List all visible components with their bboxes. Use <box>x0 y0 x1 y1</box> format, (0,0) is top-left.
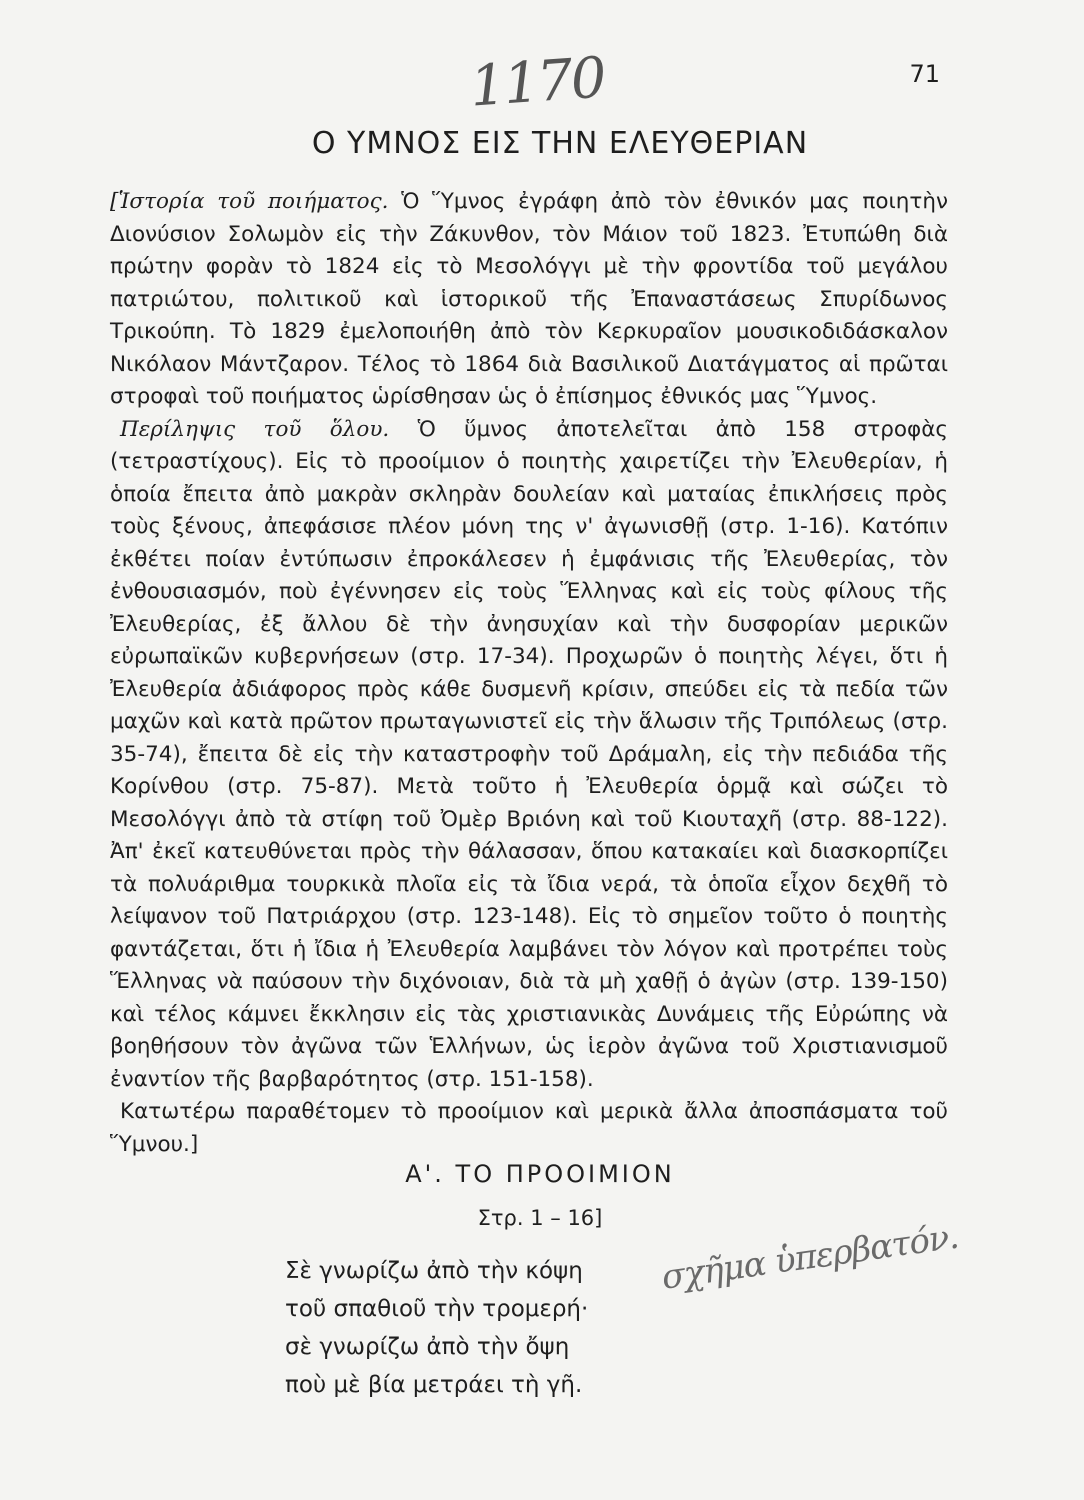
handwritten-number: 1170 <box>467 45 607 120</box>
body-text <box>110 186 948 1161</box>
section-subtitle: Στρ. 1 – 16] <box>477 1206 603 1230</box>
poem <box>285 1252 588 1404</box>
page-number: 71 <box>909 60 940 88</box>
summary-label: Περίληψις τοῦ ὅλου. <box>120 416 390 442</box>
history-label: [Ἱστορία τοῦ ποιήματος. <box>110 189 389 214</box>
history-text: Ὁ Ὕμνος ἐγράφη ἀπὸ τὸν ἐθνικόν μας ποιητὴν Διονύσιον Σολωμὸν εἰς τὴν Ζάκυνθον, τὸν Μάιον τοῦ 1823. Ἐτυπώθη διὰ πρώτην φορὰν τὸ 1824 εἰς τὸ Μεσολόγγι μὲ τὴν φροντίδα τοῦ μεγάλου πατριώτου, πολιτικοῦ καὶ ἱστορικοῦ τῆς Ἐπαναστάσεως Σπυρίδωνος Τρικούπη. Τὸ 1829 ἐμελοποιήθη ἀπὸ τὸν Κερκυραῖον μουσικοδιδάσκαλον Νικόλαον Μάντζαρον. Τέλος τὸ 1864 διὰ Βασιλικοῦ Διατάγματος αἱ πρῶται στροφαὶ τοῦ ποιήματος ὡρίσθησαν ὡς ὁ ἐπίσημος ἐθνικός μας Ὕμνος. <box>110 189 948 409</box>
poem-line: τοῦ σπαθιοῦ τὴν τρομερή· <box>285 1296 589 1322</box>
poem-line: Σὲ γνωρίζω ἀπὸ τὴν κόψη <box>285 1258 583 1284</box>
closing-paragraph: Κατωτέρω παραθέτομεν τὸ προοίμιον καὶ μερικὰ ἄλλα ἀποσπάσματα τοῦ Ὕμνου.] <box>110 1099 948 1157</box>
section-title: Α'. ΤΟ ΠΡΟΟΙΜΙΟΝ <box>405 1160 675 1188</box>
handwritten-margin-note: σχῆμα ὑπερβατόν. <box>659 1216 961 1298</box>
page-title: Ο ΥΜΝΟΣ ΕΙΣ ΤΗΝ ΕΛΕΥΘΕΡΙΑΝ <box>311 126 809 161</box>
summary-paragraph <box>110 414 948 1097</box>
history-paragraph <box>110 186 948 414</box>
poem-line: ποὺ μὲ βία μετράει τὴ γῆ. <box>285 1372 583 1398</box>
summary-text: Ὁ ὕμνος ἀποτελεῖται ἀπὸ 158 στροφὰς (τετραστίχους). Εἰς τὸ προοίμιον ὁ ποιητὴς χαιρετίζει τὴν Ἐλευθερίαν, ἡ ὁποία ἔπειτα ἀπὸ μακρὰν σκληρὰν δουλείαν καὶ ματαίας ἐπικλήσεις πρὸς τοὺς ξένους, ἀπεφάσισε πλέον μόνη της ν' ἀγωνισθῇ (στρ. 1-16). Κατόπιν ἐκθέτει ποίαν ἐντύπωσιν ἐπροκάλεσεν ἡ ἐμφάνισις τῆς Ἐλευθερίας, τὸν ἐνθουσιασμόν, ποὺ ἐγέννησεν εἰς τοὺς Ἕλληνας καὶ εἰς τοὺς φίλους τῆς Ἐλευθερίας, ἐξ ἄλλου δὲ τὴν ἀνησυχίαν καὶ τὴν δυσφορίαν μερικῶν εὐρωπαϊκῶν κυβερνήσεων (στρ. 17-34). Προχωρῶν ὁ ποιητὴς λέγει, ὅτι ἡ Ἐλευθερία ἀδιάφορος πρὸς κάθε δυσμενῆ κρίσιν, σπεύδει εἰς τὰ πεδία τῶν μαχῶν καὶ κατὰ πρῶτον πρωταγωνιστεῖ εἰς τὴν ἅλωσιν τῆς Τριπόλεως (στρ. 35-74), ἔπειτα δὲ εἰς τὴν καταστροφὴν τοῦ Δράμαλη, εἰς τὴν πεδιάδα τῆς Κορίνθου (στρ. 75-87). Μετὰ τοῦτο ἡ Ἐλευθερία ὁρμᾷ καὶ σώζει τὸ Μεσολόγγι ἀπὸ τὰ στίφη τοῦ Ὀμὲρ Βριόνη καὶ τοῦ Κιουταχῆ (στρ. 88-122). Ἀπ' ἐκεῖ κατευθύνεται πρὸς τὴν θάλασσαν, ὅπου κατακαίει καὶ διασκορπίζει τὰ πολυάριθμα τουρκικὰ πλοῖα εἰς τὰ ἴδια νερά, τὰ ὁποῖα εἶχον δεχθῆ τὸ λείψανον τοῦ Πατριάρχου (στρ. 123-148). Εἰς τὸ σημεῖον τοῦτο ὁ ποιητὴς φαντάζεται, ὅτι ἡ ἴδια ἡ Ἐλευθερία λαμβάνει τὸν λόγον καὶ προτρέπει τοὺς Ἕλληνας νὰ παύσουν τὴν διχόνοιαν, διὰ τὰ μὴ χαθῇ ὁ ἀγὼν (στρ. 139-150) καὶ τέλος κάμνει ἔκκλησιν εἰς τὰς χριστιανικὰς Δυνάμεις τῆς Εὐρώπης νὰ βοηθήσουν τὸν ἀγῶνα τῶν Ἑλλήνων, ὡς ἱερὸν ἀγῶνα τοῦ Χριστιανισμοῦ ἐναντίον τῆς βαρβαρότητος (στρ. 151-158). <box>110 416 948 1092</box>
poem-line: σὲ γνωρίζω ἀπὸ τὴν ὄψη <box>285 1334 570 1360</box>
